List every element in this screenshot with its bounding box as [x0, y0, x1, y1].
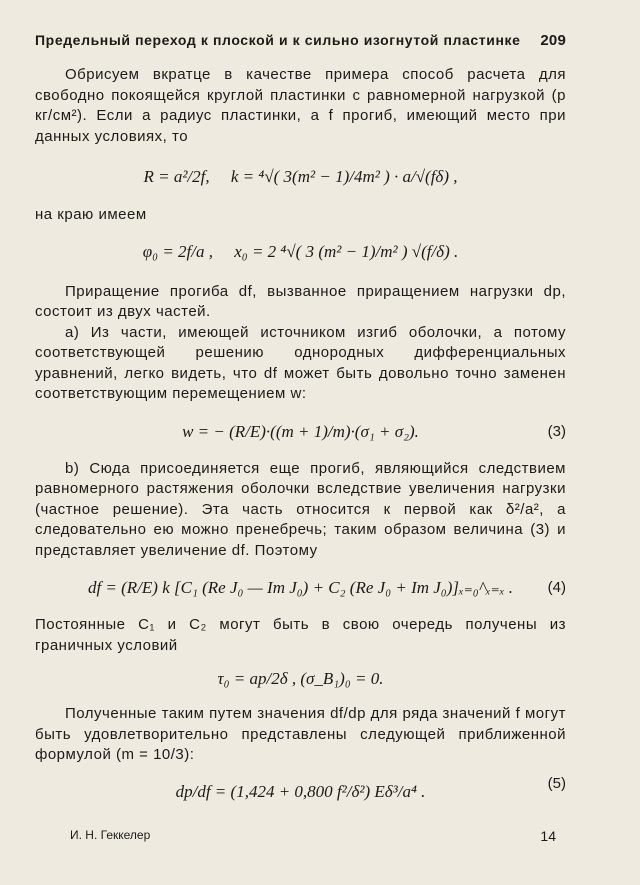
paragraph-increment: Приращение прогиба df, вызванное приращением нагрузки dp, состоит из двух частей. [35, 282, 566, 320]
equation-tau: τ₀ = ap/2δ , (σ_B₁)₀ = 0. [217, 669, 384, 688]
paragraph-edge: на краю имеем [35, 206, 147, 223]
equation-3 [35, 413, 566, 451]
page-footer [70, 828, 556, 844]
equation-r-k [35, 155, 566, 199]
equation-5 [35, 774, 566, 810]
equation-w: w = − (R/E)·((m + 1)/m)·(σ₁ + σ₂). [182, 421, 419, 441]
page-number: 209 [540, 32, 566, 49]
paragraph-part-b: b) Сюда присоединяется еще прогиб, являющийся следствием равномерного растяжения оболочки вследствие увеличения нагрузки (частное решение). Эта часть относится к первой как δ²/a², а следовательно ею можно пренебречь; таким образом величина (3) и представляет увеличение df. Поэтому [35, 459, 566, 559]
footer-author: И. Н. Геккелер [70, 828, 151, 842]
footer-sheet-number: 14 [540, 828, 556, 844]
equation-df: df = (R/E) k [C₁ (Re J₀ — Im J₀) + C₂ (Re J₀ + Im J₀)]ₓ₌₀^ₓ₌ₓ . [87, 578, 514, 597]
equation-x0: x₀ = 2 ⁴√( 3 (m² − 1)/m² ) √(f/δ) . [234, 241, 459, 261]
equation-boundary [35, 662, 566, 696]
equation-number-4: (4) [547, 579, 566, 596]
paragraph-part-a: a) Из части, имеющей источником изгиб оболочки, а потому соответствующей решению однородных дифференциальных уравнений, легко видеть, что df может быть довольно точно заменен соответствующим перемещением w: [35, 323, 566, 402]
equation-4 [35, 569, 566, 607]
equation-dpdf: dp/df = (1,424 + 0,800 f²/δ²) Eδ³/a⁴ . [175, 781, 426, 801]
equation-r: R = a²/2f, [143, 167, 210, 186]
equation-number-5: (5) [547, 775, 566, 793]
paragraph-intro: Обрисуем вкратце в качестве примера способ расчета для свободно покоящейся круглой пластинки с равномерной нагрузкой (p кг/см²). Если a радиус пластинки, a f прогиб, имеющий место при данных условиях, то [35, 66, 566, 145]
running-header [35, 32, 566, 49]
running-title: Предельный переход к плоской и к сильно изогнутой пластинке [35, 32, 521, 48]
equation-number-3: (3) [547, 422, 566, 440]
equation-phi-x [35, 230, 566, 274]
equation-k: k = ⁴√( 3(m² − 1)/4m² ) · a/√(fδ) , [230, 167, 458, 186]
paragraph-constants: Постоянные C₁ и C₂ могут быть в свою очередь получены из граничных условий [35, 616, 566, 654]
equation-phi: φ₀ = 2f/a , [142, 241, 213, 261]
paragraph-approximation: Полученные таким путем значения df/dp для ряда значений f могут быть удовлетворительно представлены следующей приближенной формулой (m = 10/3): [35, 705, 566, 763]
